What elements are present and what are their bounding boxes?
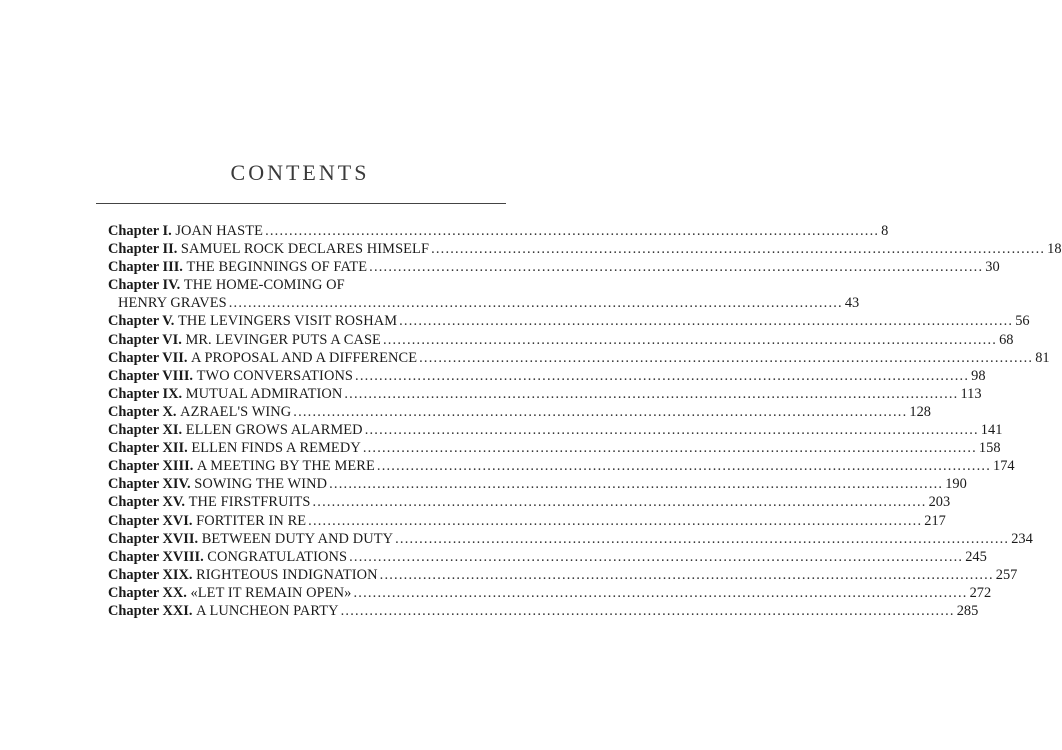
page-number: 56: [1015, 313, 1030, 330]
page-number: 217: [924, 512, 946, 529]
toc-entry-heading: [108, 258, 367, 276]
page-number: 8: [881, 223, 889, 239]
toc-entry-heading: [108, 276, 345, 294]
page-number: 98: [971, 367, 986, 384]
chapter-title: A MEETING BY THE MERE: [196, 458, 375, 475]
toc-entry: [108, 258, 1000, 276]
dot-leader: [395, 530, 1009, 548]
chapter-title: ELLEN FINDS A REMEDY: [191, 440, 361, 457]
dot-leader: [355, 367, 969, 385]
toc-entry-heading: [108, 602, 339, 620]
toc-entry: [108, 403, 931, 421]
dot-leader: [363, 439, 977, 457]
chapter-title: FORTITER IN RE: [196, 512, 307, 529]
dot-leader: [265, 222, 879, 240]
chapter-label: Chapter XVI.: [108, 512, 193, 529]
chapter-label: Chapter III.: [108, 259, 183, 276]
chapter-label: Chapter IV.: [108, 277, 181, 294]
page-number: 245: [965, 548, 987, 565]
chapter-title: BETWEEN DUTY AND DUTY: [201, 530, 394, 547]
toc-entry-heading: [108, 566, 378, 584]
chapter-title: CONGRATULATIONS: [207, 548, 348, 565]
chapter-label: Chapter II.: [108, 241, 178, 258]
chapter-label: Chapter I.: [108, 223, 172, 239]
chapter-title: AZRAEL'S WING: [180, 403, 292, 420]
toc-entry-heading: [108, 530, 393, 548]
dot-leader: [344, 385, 958, 403]
page-number: 113: [960, 385, 982, 402]
dot-leader: [380, 566, 994, 584]
toc-entry-heading: [108, 512, 306, 530]
toc-entry-heading: [108, 584, 351, 602]
toc-entry: [108, 457, 1015, 475]
chapter-label: Chapter XIII.: [108, 458, 194, 475]
chapter-title: SAMUEL ROCK DECLARES HIMSELF: [180, 241, 430, 258]
page-number: 43: [844, 295, 860, 312]
page-number: 203: [928, 494, 951, 511]
chapter-title: THE LEVINGERS VISIT ROSHAM: [177, 313, 398, 330]
chapter-title: TWO CONVERSATIONS: [196, 367, 354, 384]
toc-entry-heading: [108, 331, 381, 349]
page-number: 81: [1035, 349, 1050, 366]
chapter-label: Chapter XX.: [108, 584, 187, 601]
toc-entry: [108, 421, 1003, 439]
toc-entry-heading: [108, 493, 310, 511]
chapter-title: THE HOME-COMING OF: [183, 277, 345, 294]
page-number: 158: [978, 440, 1001, 457]
toc-entry: [108, 312, 1030, 330]
toc-entry-continuation: [108, 294, 860, 312]
toc-entry-heading: [108, 421, 363, 439]
chapter-title: MUTUAL ADMIRATION: [185, 385, 343, 402]
toc-entry: [108, 349, 1050, 367]
toc-entry-heading: [108, 240, 429, 258]
page-number: 68: [999, 331, 1014, 348]
chapter-title: THE BEGINNINGS OF FATE: [186, 259, 368, 276]
toc-entry-heading: [108, 349, 417, 367]
table-of-contents: [108, 222, 1062, 620]
chapter-label: Chapter XIX.: [108, 566, 193, 583]
dot-leader: [369, 258, 983, 276]
page-number: 141: [980, 422, 1003, 439]
toc-entry: [108, 493, 951, 511]
toc-entry-heading: [108, 294, 227, 312]
dot-leader: [365, 421, 979, 439]
chapter-title: RIGHTEOUS INDIGNATION: [196, 566, 378, 583]
chapter-label: Chapter XI.: [108, 422, 183, 439]
toc-entry-heading: [108, 312, 397, 330]
chapter-title: JOAN HASTE: [175, 223, 264, 239]
chapter-title: ELLEN GROWS ALARMED: [185, 422, 363, 439]
chapter-title: A LUNCHEON PARTY: [196, 602, 339, 619]
chapter-title: A PROPOSAL AND A DIFFERENCE: [191, 349, 418, 366]
dot-leader: [399, 312, 1013, 330]
toc-entry: [108, 222, 889, 240]
chapter-label: Chapter VII.: [108, 349, 188, 366]
toc-entry: [108, 548, 987, 566]
chapter-title: SOWING THE WIND: [194, 476, 328, 493]
toc-entry: [108, 385, 982, 403]
chapter-title: MR. LEVINGER PUTS A CASE: [185, 331, 381, 348]
toc-entry-heading: [108, 403, 291, 421]
chapter-label: Chapter V.: [108, 313, 175, 330]
dot-leader: [341, 602, 955, 620]
page-number: 174: [993, 458, 1015, 475]
dot-leader: [419, 349, 1033, 367]
toc-entry-heading: [108, 548, 347, 566]
toc-entry: [108, 367, 986, 385]
chapter-label: Chapter XVIII.: [108, 548, 204, 565]
dot-leader: [293, 403, 907, 421]
dot-leader: [308, 512, 922, 530]
toc-entry: [108, 566, 1018, 584]
chapter-label: Chapter XV.: [108, 494, 186, 511]
dot-leader: [377, 457, 991, 475]
chapter-label: Chapter X.: [108, 403, 177, 420]
chapter-title-continued: HENRY GRAVES: [118, 295, 227, 312]
page-number: 18: [1047, 241, 1062, 258]
toc-entry: [108, 276, 498, 294]
toc-entry-heading: [108, 439, 361, 457]
page-number: 285: [956, 602, 979, 619]
toc-entry-heading: [108, 457, 375, 475]
toc-entry: [108, 240, 1062, 258]
toc-entry-heading: [108, 367, 353, 385]
chapter-label: Chapter VIII.: [108, 367, 194, 384]
toc-entry: [108, 475, 967, 493]
dot-leader: [431, 240, 1045, 258]
toc-entry: [108, 331, 1014, 349]
chapter-title: THE FIRSTFRUITS: [188, 494, 311, 511]
dot-leader: [349, 548, 963, 566]
page-number: 128: [909, 403, 931, 420]
toc-entry-heading: [108, 385, 342, 403]
page-number: 234: [1011, 530, 1033, 547]
page-number: 190: [945, 476, 967, 493]
dot-leader: [383, 331, 997, 349]
chapter-label: Chapter XIV.: [108, 476, 191, 493]
dot-leader: [353, 584, 967, 602]
dot-leader: [229, 294, 843, 312]
chapter-title: «LET IT REMAIN OPEN»: [190, 584, 352, 601]
chapter-label: Chapter XXI.: [108, 602, 193, 619]
toc-entry: [108, 584, 992, 602]
dot-leader: [329, 475, 943, 493]
toc-entry-heading: [108, 222, 263, 240]
chapter-label: Chapter IX.: [108, 385, 183, 402]
toc-entry-heading: [108, 475, 327, 493]
chapter-label: Chapter VI.: [108, 331, 182, 348]
toc-entry: [108, 439, 1001, 457]
toc-entry: [108, 602, 979, 620]
page-number: 30: [985, 259, 1000, 276]
page-title: CONTENTS: [230, 160, 370, 185]
page-number: 257: [995, 566, 1018, 583]
dot-leader: [312, 493, 926, 511]
page-number: 272: [969, 584, 992, 601]
toc-entry: [108, 530, 1033, 548]
chapter-label: Chapter XVII.: [108, 530, 199, 547]
chapter-label: Chapter XII.: [108, 440, 188, 457]
title-divider: [96, 203, 506, 204]
toc-entry: [108, 512, 946, 530]
